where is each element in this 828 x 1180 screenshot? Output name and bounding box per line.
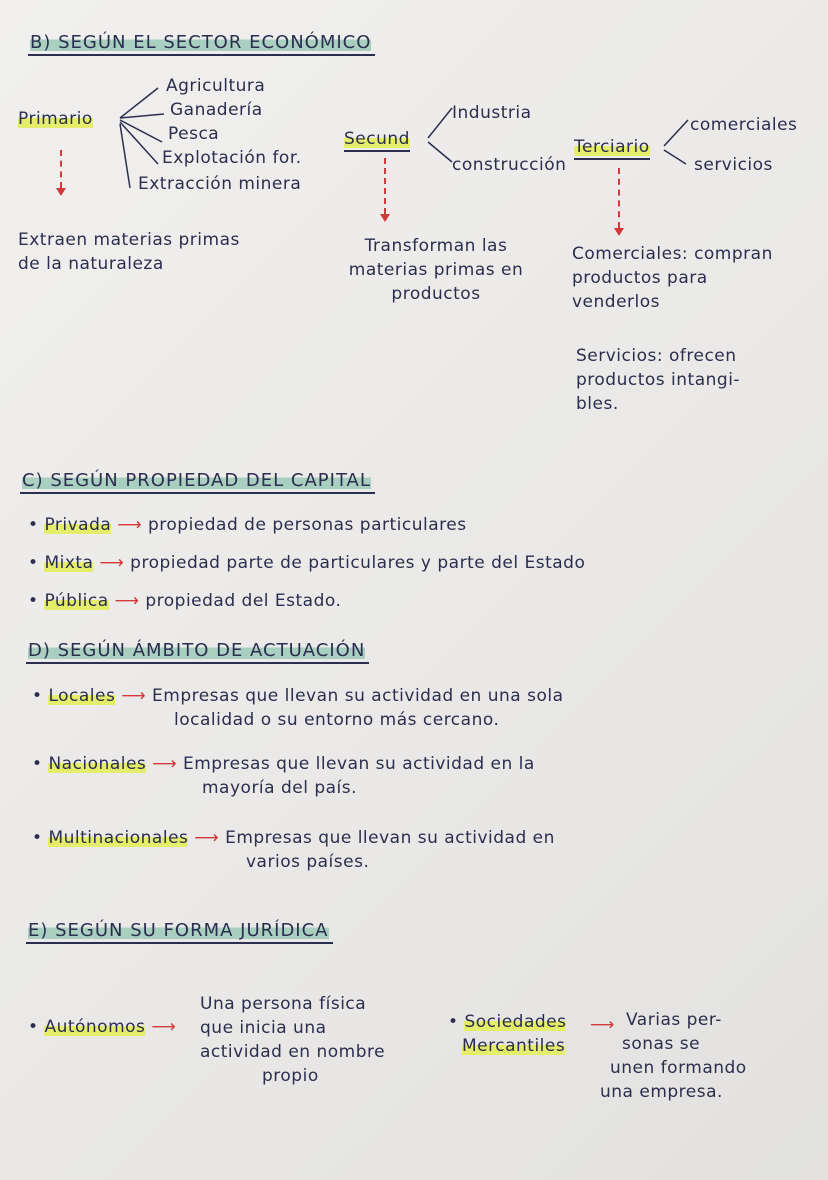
capital-item-publica: • Pública ⟶ propiedad del Estado.: [28, 591, 342, 611]
terciario-item-comerciales: comerciales: [690, 115, 798, 135]
terciario-branch-arrows: [662, 112, 692, 172]
ambito-item-nacionales: • Nacionales ⟶ Empresas que llevan su actividad en la mayoría del país.: [32, 754, 535, 798]
primario-items: Agricultura Ganadería Pesca Explotación for. Extracción minera: [138, 76, 302, 194]
secundario-down-arrow: [384, 158, 386, 214]
terciario-label: Terciario: [574, 136, 650, 160]
autonomos-desc: Una persona física que inicia una actividad en nombre propio: [200, 994, 386, 1086]
terciario-down-arrow: [618, 168, 620, 228]
section-e-title: E) SEGÚN SU FORMA JURÍDICA: [26, 920, 333, 944]
primario-down-arrow: [60, 150, 62, 188]
sociedades-arrow: ⟶: [590, 1015, 615, 1035]
terciario-desc-servicios: Servicios: ofrecen productos intangi- bles.: [576, 346, 741, 414]
terciario-desc-comerciales: Comerciales: compran productos para venderlos: [572, 244, 773, 312]
section-c-title: C) SEGÚN PROPIEDAD DEL CAPITAL: [20, 470, 375, 494]
ambito-item-locales: • Locales ⟶ Empresas que llevan su actividad en una sola localidad o su entorno más cercano.: [32, 686, 564, 730]
secundario-label: Secund: [344, 128, 410, 152]
secundario-item-industria: Industria: [452, 103, 532, 123]
primario-desc: Extraen materias primas de la naturaleza: [18, 230, 240, 274]
section-b-title: B) SEGÚN EL SECTOR ECONÓMICO: [28, 32, 375, 56]
primario-branch-arrows: [118, 80, 168, 200]
capital-item-privada: • Privada ⟶ propiedad de personas particulares: [28, 515, 467, 535]
ambito-item-multinacionales: • Multinacionales ⟶ Empresas que llevan su actividad en varios países.: [32, 828, 555, 872]
sociedades-desc: Varias per- sonas se unen formando una empresa.: [600, 1010, 747, 1102]
terciario-item-servicios: servicios: [694, 155, 773, 175]
capital-item-mixta: • Mixta ⟶ propiedad parte de particulares y parte del Estado: [28, 553, 586, 573]
sociedades-label: • Sociedades Mercantiles: [448, 1012, 567, 1056]
section-d-title: D) SEGÚN ÁMBITO DE ACTUACIÓN: [26, 640, 369, 664]
primario-label: Primario: [18, 109, 93, 129]
secundario-item-construccion: construcción: [452, 155, 567, 175]
autonomos-label: • Autónomos ⟶: [28, 1017, 177, 1037]
secundario-desc: Transforman las materias primas en productos: [348, 236, 524, 304]
